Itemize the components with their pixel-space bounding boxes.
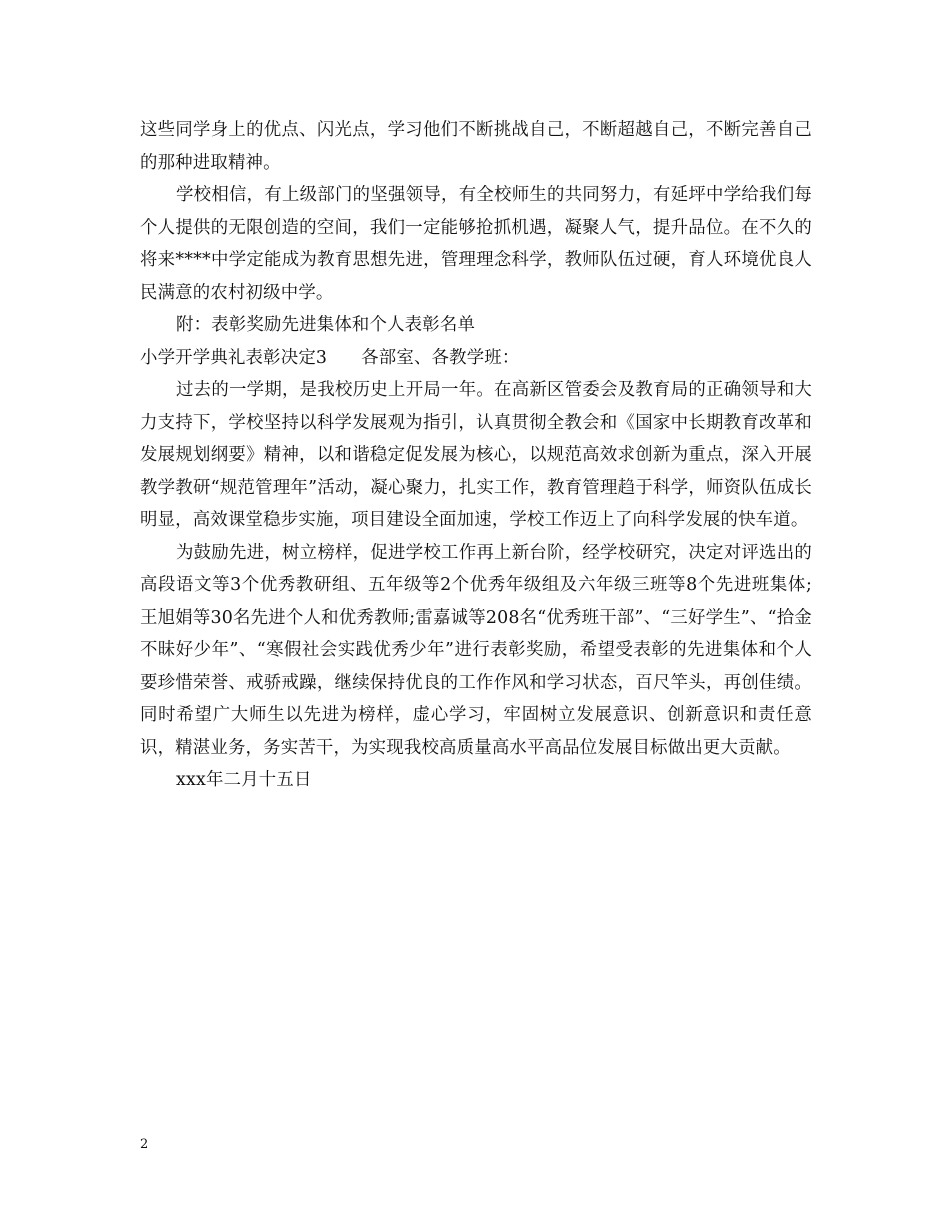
paragraph-attachment-note: 附：表彰奖励先进集体和个人表彰名单 [176, 315, 476, 335]
paragraph-continued: 这些同学身上的优点、闪光点，学习他们不断挑战自己，不断超越自己，不断完善自己的那种进取精神。 [140, 120, 812, 173]
document-body [140, 114, 812, 797]
paragraph-school-confidence: 学校相信，有上级部门的坚强领导，有全校师生的共同努力，有延坪中学给我们每个人提供的无限创造的空间，我们一定能够抢抓机遇，凝聚人气，提升品位。在不久的将来****中学定能成为教育思想先进，管理理念科学，教师队伍过硬，育人环境优良人民满意的农村初级中学。 [140, 185, 812, 303]
salutation: 各部室、各教学班： [361, 347, 520, 368]
document-date: xxx年二月十五日 [176, 770, 312, 790]
decision-title: 小学开学典礼表彰决定3 [140, 347, 328, 368]
decision-heading-line [140, 342, 812, 375]
page-number: 2 [140, 1137, 149, 1152]
paragraph-past-semester: 过去的一学期，是我校历史上开局一年。在高新区管委会及教育局的正确领导和大力支持下，学校坚持以科学发展观为指引，认真贯彻全教会和《国家中长期教育改革和发展规划纲要》精神，以和谐稳定促发展为核心，以规范高效求创新为重点，深入开展教学教研“规范管理年”活动，凝心聚力，扎实工作，教育管理趋于科学，师资队伍成长明显，高效课堂稳步实施，项目建设全面加速，学校工作迈上了向科学发展的快车道。 [140, 380, 812, 530]
paragraph-commendation: 为鼓励先进，树立榜样，促进学校工作再上新台阶，经学校研究，决定对评选出的高段语文等3个优秀教研组、五年级等2个优秀年级组及六年级三班等8个先进班集体;王旭娟等30名先进个人和优秀教师;雷嘉诚等208名“优秀班干部”、“三好学生”、“拾金不昧好少年”、“寒假社会实践优秀少年”进行表彰奖励，希望受表彰的先进集体和个人要珍惜荣誉、戒骄戒躁，继续保持优良的工作作风和学习状态，百尺竿头，再创佳绩。同时希望广大师生以先进为榜样，虚心学习，牢固树立发展意识、创新意识和责任意识，精湛业务，务实苦干，为实现我校高质量高水平高品位发展目标做出更大贡献。 [140, 542, 812, 758]
